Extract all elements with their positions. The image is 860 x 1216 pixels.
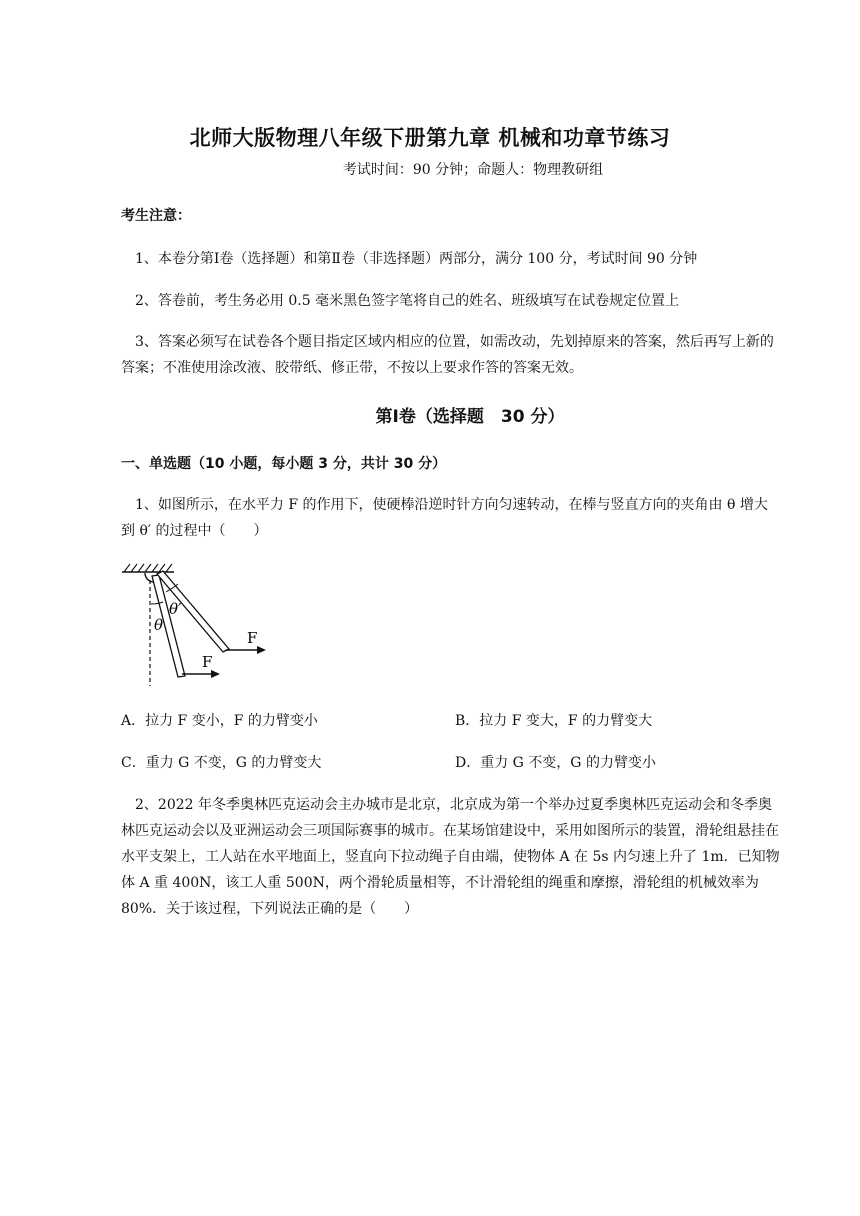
force-upper-label: F: [247, 629, 258, 647]
ceiling-hatching: [124, 564, 172, 572]
question-1-text: 1、如图所示，在水平力 F 的作用下，使硬棒沿逆时针方向匀速转动，在棒与竖直方向的夹角由 θ 增大到 θ′ 的过程中（ ）: [121, 497, 768, 539]
option-c[interactable]: C．重力 G 不变，G 的力臂变大: [121, 755, 322, 771]
section-title: 第Ⅰ卷（选择题 30 分）: [375, 407, 565, 427]
option-b[interactable]: B．拉力 F 变大，F 的力臂变大: [455, 713, 653, 729]
option-d[interactable]: D．重力 G 不变，G 的力臂变小: [455, 755, 656, 771]
exam-info: 考试时间：90 分钟；命题人：物理教研组: [342, 162, 604, 178]
notice-item-1: 1、本卷分第Ⅰ卷（选择题）和第Ⅱ卷（非选择题）两部分，满分 100 分，考试时间 90 分钟: [135, 251, 698, 267]
theta-prime-label: θ′: [169, 600, 182, 618]
theta-label: θ: [154, 616, 164, 634]
notice-item-2: 2、答卷前，考生务必用 0.5 毫米黑色签字笔将自己的姓名、班级填写在试卷规定位置上: [135, 293, 680, 309]
page-title: 北师大版物理八年级下册第九章 机械和功章节练习: [189, 126, 671, 150]
part-heading: 一、单选题（10 小题，每小题 3 分，共计 30 分）: [121, 456, 447, 472]
question-2-text: 2、2022 年冬季奥林匹克运动会主办城市是北京，北京成为第一个举办过夏季奥林匹克运动会和冬季奥林匹克运动会以及亚洲运动会三项国际赛事的城市。在某场馆建设中，采用如图所示的装置，滑轮组悬挂在水平支架上，工人站在水平地面上，竖直向下拉动绳子自由端，使物体 A 在 5s 内匀速上升了 1m．已知物体 A 重 400N，该工人重 500N，两个滑轮质量相等，不计滑轮组的绳重和摩擦，滑轮组的机械效率为 80%．关于该过程，下列说法正确的是（ ）: [121, 797, 780, 917]
force-lower-label: F: [202, 653, 213, 671]
force-upper-arrowhead: [257, 646, 266, 654]
option-a[interactable]: A．拉力 F 变小，F 的力臂变小: [121, 713, 318, 729]
force-lower-arrowhead: [211, 670, 220, 678]
notice-heading: 考生注意：: [121, 208, 191, 224]
notice-item-3: 3、答案必须写在试卷各个题目指定区域内相应的位置，如需改动，先划掉原来的答案，然后再写上新的答案；不准使用涂改液、胶带纸、修正带，不按以上要求作答的答案无效。: [121, 334, 774, 376]
rod-rotation-figure: [118, 558, 278, 690]
